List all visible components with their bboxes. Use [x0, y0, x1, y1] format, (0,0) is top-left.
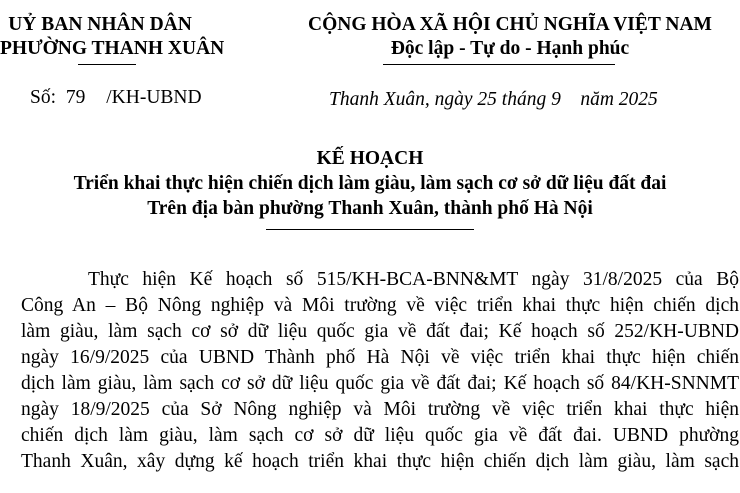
body-line-3: làm giàu, làm sạch cơ sở dữ liệu quốc gia về đất đai; Kế hoạch số 252/KH-UBND	[21, 321, 739, 342]
document-subject-line-2: Trên địa bàn phường Thanh Xuân, thành phố Hà Nội	[147, 198, 593, 219]
doc-number-value: 79	[65, 87, 86, 108]
issuing-authority: UỶ BAN NHÂN DÂN	[8, 14, 192, 35]
national-title: CỘNG HÒA XÃ HỘI CHỦ NGHĨA VIỆT NAM	[308, 14, 712, 35]
body-line-6: ngày 18/9/2025 của Sở Nông nghiệp và Môi trường về việc triển khai thực hiện	[21, 399, 739, 420]
body-line-4: ngày 16/9/2025 của UBND Thành phố Hà Nội về việc triển khai thực hiện chiến	[21, 347, 739, 368]
body-line-8: Thanh Xuân, xây dựng kế hoạch triển khai thực hiện chiến dịch làm giàu, làm sạch	[21, 451, 739, 472]
body-line-1: Thực hiện Kế hoạch số 515/KH-BCA-BNN&MT ngày 31/8/2025 của Bộ	[88, 269, 739, 290]
document-subject-line-1: Triển khai thực hiện chiến dịch làm giàu, làm sạch cơ sở dữ liệu đất đai	[73, 173, 667, 194]
body-line-2: Công An – Bộ Nông nghiệp và Môi trường về việc triển khai thực hiện chiến dịch	[21, 295, 739, 316]
authority-underline	[78, 64, 136, 65]
document-number	[30, 86, 202, 110]
issuing-ward: PHƯỜNG THANH XUÂN	[0, 38, 225, 59]
doc-number-label: Số:	[30, 87, 57, 108]
document-type: KẾ HOẠCH	[316, 148, 424, 169]
place-and-date: Thanh Xuân, ngày 25 tháng 9 năm 2025	[329, 89, 658, 110]
national-motto: Độc lập - Tự do - Hạnh phúc	[390, 38, 630, 59]
doc-number-suffix: /KH-UBND	[106, 87, 202, 108]
motto-underline	[383, 64, 615, 65]
body-line-5: dịch làm giàu, làm sạch cơ sở dữ liệu quốc gia về đất đai; Kế hoạch số 84/KH-SNNMT	[21, 373, 739, 394]
title-underline	[266, 229, 474, 230]
body-line-7: chiến dịch làm giàu, làm sạch cơ sở dữ liệu quốc gia về đất đai. UBND phường	[21, 425, 739, 446]
